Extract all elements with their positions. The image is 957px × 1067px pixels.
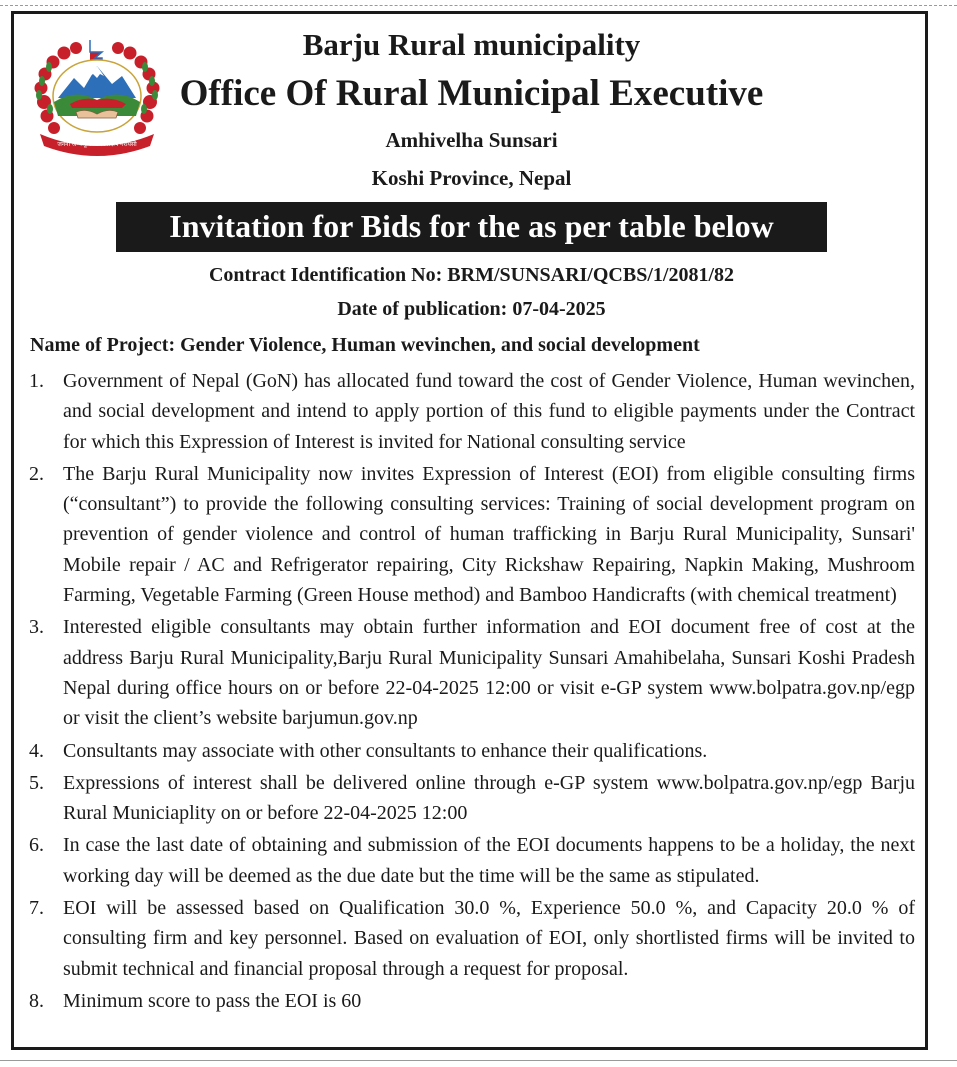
item-number: 1. bbox=[29, 370, 44, 392]
contract-identification: Contract Identification No: BRM/SUNSARI/QCBS/1/2081/82 bbox=[208, 264, 734, 286]
page-bottom-edge bbox=[0, 1060, 957, 1061]
list-item bbox=[29, 736, 915, 766]
list-item bbox=[29, 830, 915, 891]
list-item bbox=[29, 366, 915, 457]
list-item bbox=[29, 893, 915, 984]
project-name: Name of Project: Gender Violence, Human wevinchen, and social development bbox=[30, 334, 700, 356]
invitation-banner: Invitation for Bids for the as per table below bbox=[116, 202, 827, 252]
notice-list bbox=[29, 366, 915, 1018]
item-text: Expressions of interest shall be delivered online through e-GP system www.bolpatra.gov.np/egp Barju Rural Municiaplity on or before 22-04-2025 12:00 bbox=[63, 771, 915, 825]
item-number: 7. bbox=[29, 897, 44, 920]
item-text: EOI will be assessed based on Qualification 30.0 %, Experience 50.0 %, and Capacity 20.0 % of consulting firm and key personnel. Based on evaluation of EOI, only shortlisted firms will be invited to submit technical and financial proposal through a request for proposal. bbox=[63, 897, 915, 980]
page-top-edge bbox=[0, 5, 957, 6]
office-name: Office Of Rural Municipal Executive bbox=[179, 73, 764, 114]
list-item bbox=[29, 612, 915, 733]
item-number: 4. bbox=[29, 739, 44, 762]
item-number: 3. bbox=[29, 616, 44, 639]
item-number: 6. bbox=[29, 834, 44, 857]
list-item bbox=[29, 986, 915, 1016]
item-text: In case the last date of obtaining and submission of the EOI documents happens to be a holiday, the next working day will be deemed as the due date but the time will be the same as stipulated. bbox=[63, 834, 915, 887]
publication-date: Date of publication: 07-04-2025 bbox=[337, 298, 606, 320]
item-number: 2. bbox=[29, 462, 44, 485]
item-text: The Barju Rural Municipality now invites Expression of Interest (EOI) from eligible consulting firms (“consultant”) to provide the following consulting services: Training of social development program on prevention of gender violence and control of human trafficking in Barju Rural Municipality, Sunsari' Mobile repair / AC and Refrigerator repairing, City Rickshaw Repairing, Napkin Making, Mushroom Farming, Vegetable Farming (Green House method) and Bamboo Handicrafts (with chemical treatment) bbox=[63, 462, 915, 607]
item-text: Government of Nepal (GoN) has allocated fund toward the cost of Gender Violence, Human wevinchen, and social development and intend to apply portion of this fund to eligible payments under the Contract for which this Expression of Interest is invited for National consulting service bbox=[63, 370, 915, 453]
item-number: 5. bbox=[29, 771, 44, 794]
item-text: Consultants may associate with other consultants to enhance their qualifications. bbox=[63, 739, 708, 762]
municipality-name: Barju Rural municipality bbox=[302, 27, 641, 62]
svg-text:जननी जन्मभूमिश्च स्वर्गादपि गर: जननी जन्मभूमिश्च स्वर्गादपि गरीयसी bbox=[57, 141, 137, 148]
list-item bbox=[29, 768, 915, 829]
list-item bbox=[29, 459, 915, 610]
office-location: Amhivelha Sunsari bbox=[385, 128, 558, 152]
item-text: Interested eligible consultants may obtain further information and EOI document free of cost at the address Barju Rural Municipality,Barju Rural Municipality Sunsari Amahibelaha, Sunsari Koshi Pradesh Nepal during office hours on or before 22-04-2025 12:00 or visit e-GP system www.bolpatra.gov.np/egp or visit the client’s website barjumun.gov.np bbox=[63, 616, 915, 730]
item-number: 8. bbox=[29, 989, 44, 1012]
item-text: Minimum score to pass the EOI is 60 bbox=[63, 989, 362, 1012]
office-province: Koshi Province, Nepal bbox=[371, 166, 572, 190]
